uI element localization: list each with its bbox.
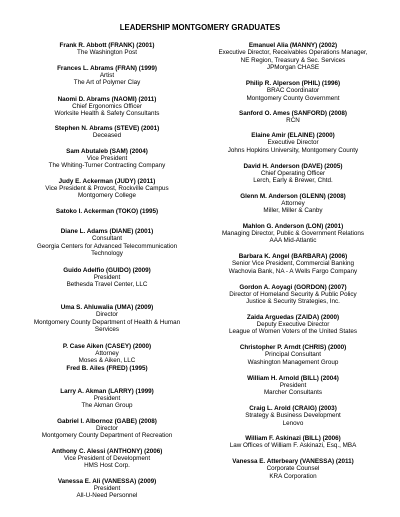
graduate-name: Frank R. Abbott (FRANK) (2001) xyxy=(59,42,155,49)
graduate-detail: League of Women Voters of the United States xyxy=(228,328,357,336)
graduate-entry xyxy=(14,304,200,334)
graduate-entry xyxy=(14,65,200,87)
graduate-name: Anthony C. Alessi (ANTHONY) (2006) xyxy=(51,447,163,455)
graduate-detail: Justice & Security Strategies, Inc. xyxy=(246,298,340,306)
graduate-detail: Consultant xyxy=(91,235,123,243)
graduate-detail: Deceased xyxy=(92,132,122,140)
graduate-detail: Vice President of Development xyxy=(63,454,151,462)
graduate-entry xyxy=(14,418,200,440)
graduate-detail: Director xyxy=(95,424,119,432)
graduate-name: Glenn M. Anderson (GLENN) (2008) xyxy=(240,192,346,200)
graduate-name: Zaida Arguedas (ZAIDA) (2000) xyxy=(246,313,340,321)
graduate-name: Christopher P. Arndt (CHRIS) (2000) xyxy=(239,344,347,351)
graduate-entry xyxy=(14,125,200,140)
graduate-name: Frances L. Abrams (FRAN) (1999) xyxy=(57,64,157,72)
graduate-entry xyxy=(14,388,200,410)
graduate-detail: President xyxy=(93,484,121,492)
graduate-detail: Wachovia Bank, NA - A Wells Fargo Company xyxy=(228,267,358,275)
graduate-detail: President xyxy=(279,381,307,389)
graduate-detail: Managing Director, Public & Government Relations xyxy=(221,229,365,237)
graduate-entry xyxy=(14,208,200,215)
graduate-name: Fred B. Ailes (FRED) (1995) xyxy=(66,365,148,372)
graduate-detail: Director of Homeland Security & Public Policy xyxy=(229,290,357,298)
graduate-detail: Bethesda Travel Center, LLC xyxy=(66,281,148,289)
graduate-name: David H. Anderson (DAVE) (2005) xyxy=(243,162,343,170)
graduate-detail: Strategy & Business Development xyxy=(245,412,341,420)
graduate-name: Stephen N. Abrams (STEVE) (2001) xyxy=(54,125,160,132)
graduate-name: Gordon A. Aoyagi (GORDON) (2007) xyxy=(239,283,347,291)
graduate-detail: AAA Mid-Atlantic xyxy=(269,237,317,245)
graduate-detail: Montgomery County Department of Recreation xyxy=(41,432,173,440)
graduate-detail: Vice President xyxy=(86,154,128,162)
graduate-detail: Technology xyxy=(91,250,123,258)
graduate-name: Craig L. Arold (CRAIG) (2003) xyxy=(249,405,337,412)
graduate-detail: Miller, Miller & Canby xyxy=(263,207,323,215)
graduate-entry xyxy=(200,163,386,185)
graduate-detail: Montgomery College xyxy=(77,192,137,200)
graduate-detail: President xyxy=(93,394,121,402)
graduate-entry xyxy=(200,405,386,427)
graduate-entry xyxy=(200,42,386,72)
graduate-detail: Senior Vice President, Commercial Banking xyxy=(231,260,355,268)
graduate-entry xyxy=(14,343,200,365)
graduate-detail: Washington Management Group xyxy=(247,358,339,366)
graduate-name: Diane L. Adams (DIANE) (2001) xyxy=(60,228,154,235)
graduate-detail: Vice President & Provost, Rockville Campus xyxy=(45,184,169,192)
graduate-entry xyxy=(200,458,386,480)
graduate-name: Emanuel Alia (MANNY) (2002) xyxy=(248,42,338,49)
graduate-entry xyxy=(200,344,386,366)
graduate-name: Vanessa E. Ali (VANESSA) (2009) xyxy=(57,477,157,485)
graduate-entry xyxy=(200,435,386,450)
page-title: LEADERSHIP MONTGOMERY GRADUATES xyxy=(119,23,281,32)
graduate-name: Mahlon G. Anderson (LON) (2001) xyxy=(242,222,344,230)
graduate-entry xyxy=(14,96,200,118)
graduate-detail: Worksite Health & Safety Consultants xyxy=(54,110,160,118)
graduate-entry xyxy=(14,42,200,57)
graduate-detail: Johns Hopkins University, Montgomery County xyxy=(227,146,359,154)
graduate-detail: Executive Director xyxy=(267,139,319,147)
graduate-name: P. Case Aiken (CASEY) (2000) xyxy=(62,342,152,350)
graduate-detail: Executive Director, Receivables Operations Manager, xyxy=(218,49,368,57)
graduate-entry xyxy=(14,365,200,372)
graduate-detail: RCN xyxy=(286,117,300,125)
graduate-detail: Services xyxy=(94,326,120,334)
graduate-entry xyxy=(200,314,386,336)
graduate-name: Uma S. Ahluwalia (UMA) (2009) xyxy=(60,304,154,311)
graduate-entry xyxy=(14,448,200,470)
graduate-entry xyxy=(200,223,386,245)
graduate-detail: Director xyxy=(95,311,119,319)
graduate-entry xyxy=(200,284,386,306)
graduate-name: William F. Askinazi (BILL) (2006) xyxy=(245,435,341,442)
graduate-entry xyxy=(200,253,386,275)
graduate-name: Larry A. Akman (LARRY) (1999) xyxy=(60,387,154,395)
graduate-entry xyxy=(14,148,200,170)
graduate-name: Barbara K. Angel (BARBARA) (2006) xyxy=(238,253,348,260)
graduate-detail: Chief Operating Officer xyxy=(260,169,326,177)
graduate-detail: Corporate Counsel xyxy=(266,465,320,473)
graduate-entry xyxy=(200,80,386,102)
graduate-name: Judy E. Ackerman (JUDY) (2011) xyxy=(58,177,156,185)
graduate-detail: NE Region, Treasury & Sec. Services xyxy=(240,56,346,64)
graduate-detail: All-U-Need Personnel xyxy=(76,492,138,500)
graduate-detail: President xyxy=(93,273,121,281)
graduate-name: Satoko I. Ackerman (TOKO) (1995) xyxy=(55,208,159,215)
graduate-detail: Georgia Centers for Advanced Telecommunication xyxy=(36,242,178,250)
graduate-detail: Law Offices of William F. Askinazi, Esq., MBA xyxy=(229,442,357,450)
graduate-entry xyxy=(14,478,200,500)
graduate-detail: KRA Corporation xyxy=(269,472,317,480)
graduate-detail: The Akman Group xyxy=(81,402,133,410)
graduate-name: Vanessa E. Atterbeary (VANESSA) (2011) xyxy=(232,458,354,465)
graduate-name: Philip R. Alperson (PHIL) (1996) xyxy=(245,80,341,87)
graduate-entry xyxy=(14,267,200,289)
graduate-entry xyxy=(200,132,386,154)
graduate-detail: The Art of Polymer Clay xyxy=(73,79,141,87)
graduate-detail: Lenovo xyxy=(282,419,304,427)
graduate-detail: Montgomery County Department of Health & Human xyxy=(33,318,181,326)
graduate-name: Elaine Amir (ELAINE) (2000) xyxy=(251,132,335,139)
graduate-entry xyxy=(200,110,386,125)
graduate-name: Guido Adelfio (GUIDO) (2009) xyxy=(63,266,151,274)
graduate-detail: The Washington Post xyxy=(77,49,137,57)
graduate-name: William H. Arnold (BILL) (2004) xyxy=(247,374,339,382)
graduate-entry xyxy=(14,178,200,200)
graduate-detail: Marcher Consultants xyxy=(263,389,323,397)
graduate-name: Naomi D. Abrams (NAOMI) (2011) xyxy=(57,95,157,103)
graduate-detail: JPMorgan CHASE xyxy=(266,64,320,72)
graduate-entry xyxy=(200,375,386,397)
graduate-name: Sam Abutaleb (SAM) (2004) xyxy=(66,147,148,155)
graduate-detail: Principal Consultant xyxy=(264,351,321,359)
graduate-detail: Attorney xyxy=(281,199,305,207)
graduate-detail: Attorney xyxy=(95,349,119,357)
graduate-detail: Chief Ergonomics Officer xyxy=(72,102,142,110)
graduate-detail: Montgomery County Government xyxy=(246,94,340,102)
graduate-name: Gabriel I. Albornoz (GABE) (2008) xyxy=(57,417,157,425)
graduate-detail: Artist xyxy=(99,71,115,79)
graduate-detail: Lerch, Early & Brewer, Chtd. xyxy=(253,177,333,185)
graduate-detail: The Whiting-Turner Contracting Company xyxy=(48,162,166,170)
graduate-detail: Deputy Executive Director xyxy=(256,320,330,328)
graduate-detail: BRAC Coordinator xyxy=(266,87,320,95)
graduate-entry xyxy=(200,193,386,215)
graduate-detail: Moses & Aiken, LLC xyxy=(78,357,136,365)
graduate-detail: HMS Host Corp. xyxy=(84,462,130,470)
graduate-entry xyxy=(14,228,200,258)
graduate-name: Sanford O. Ames (SANFORD) (2008) xyxy=(239,110,347,117)
